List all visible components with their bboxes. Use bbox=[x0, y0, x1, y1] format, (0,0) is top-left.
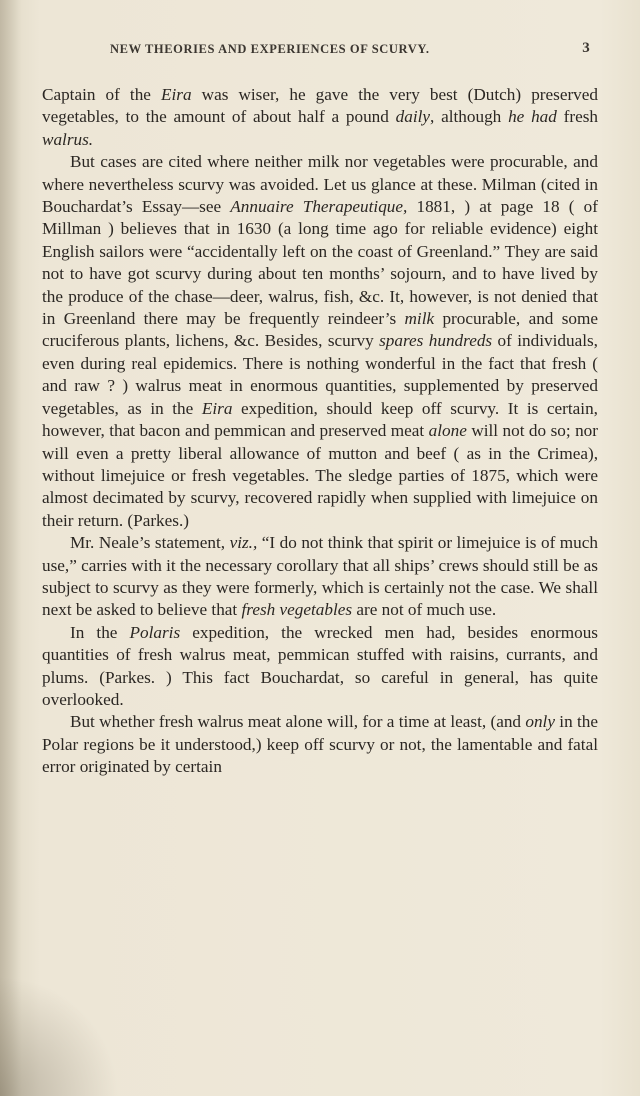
text-run: But cases are cited where neither milk nor vegetables were procurable, and where nevertheless scurvy was avoided. Let us glance at these. Milman (cited in Bouchardat’s Essay—see bbox=[42, 152, 598, 217]
text-run: in the Polar regions be it understood,) keep off scurvy or not, the lamentable and fatal error originated by certain bbox=[42, 712, 598, 777]
italic-run: Eira bbox=[161, 85, 192, 104]
text-run: procurable, and some cruciferous plants, lichens, &c. Besides, scurvy bbox=[42, 309, 598, 351]
text-run: Mr. Neale’s statement, bbox=[70, 533, 230, 553]
text-run: will not do so; nor will even a pretty liberal allowance of mutton and beef ( as in the Crimea), without limejuice or fresh vegetables. The sledge parties of 1875, which were almost decimated by scurvy, recovered rapidly when supplied with limejuice on their return. (Parkes.) bbox=[42, 421, 598, 530]
text-run: In the bbox=[70, 622, 130, 642]
body-text bbox=[42, 84, 598, 779]
spine-shadow bbox=[0, 0, 22, 1096]
running-head-title: NEW THEORIES AND EXPERIENCES OF SCURVY. bbox=[110, 42, 430, 56]
text-run: 1881, ) at page 18 ( of Millman ) believes that in 1630 (a long time ago for reliable evidence) eight English sailors were “accidentally left on the coast of Greenland.” They are said not to have got scurvy during about ten months’ sojourn, and to have lived by the produce of the chase—deer, walrus, fish, &c. It, however, is not denied that in Greenland there may be frequently reindeer’s bbox=[42, 197, 598, 329]
italic-run: viz., bbox=[229, 533, 258, 553]
text-run: was wiser, he gave the very best (Dutch) preserved vegetables, to the amount of about half a pound bbox=[42, 85, 598, 127]
text-run: are not of much use. bbox=[352, 600, 497, 620]
paragraph bbox=[42, 622, 598, 712]
text-run: expedition, the wrecked men had, besides enormous quantities of fresh walrus meat, pemmican stuffed with raisins, currants, and plums. (Parkes. ) This fact Bouchardat, so careful in general, has quite overlooked. bbox=[42, 622, 598, 709]
italic-run: Polaris bbox=[129, 622, 181, 642]
italic-run: spares hundreds bbox=[379, 331, 493, 351]
italic-run: walrus. bbox=[42, 129, 94, 149]
italic-run: Annuaire Therapeutique, bbox=[230, 197, 408, 217]
text-run: “I do not think that spirit or limejuice is of much use,” carries with it the necessary corollary that all ships’ crews should still be as subject to scurvy as they were formerly, which is certainly not the case. We shall next be asked to believe that bbox=[42, 533, 598, 620]
text-run: fresh bbox=[556, 107, 599, 127]
page-stain bbox=[0, 976, 120, 1096]
paragraph bbox=[42, 84, 598, 151]
italic-run: milk bbox=[404, 309, 435, 329]
italic-run: he had bbox=[508, 107, 557, 127]
text-run: But whether fresh walrus meat alone will, for a time at least, (and bbox=[70, 712, 526, 732]
italic-run: daily bbox=[395, 107, 431, 127]
text-run: of individuals, even during real epidemics. There is nothing wonderful in the fact that fresh ( and raw ? ) walrus meat in enormous quantities, supplemented by preserved vegetables, as in the bbox=[42, 331, 598, 418]
italic-run: alone bbox=[428, 421, 467, 441]
paragraph bbox=[42, 151, 598, 532]
italic-run: only bbox=[525, 712, 555, 732]
italic-run: fresh vegetables bbox=[241, 600, 353, 620]
paragraph bbox=[42, 711, 598, 778]
page-number: 3 bbox=[582, 40, 590, 56]
paragraph bbox=[42, 532, 598, 622]
text-run: , although bbox=[430, 107, 509, 127]
italic-run: Eira bbox=[201, 398, 233, 418]
text-run: Captain of the bbox=[42, 85, 162, 104]
text-run: expedition, should keep off scurvy. It is certain, however, that bacon and pemmican and preserved meat bbox=[42, 398, 598, 441]
